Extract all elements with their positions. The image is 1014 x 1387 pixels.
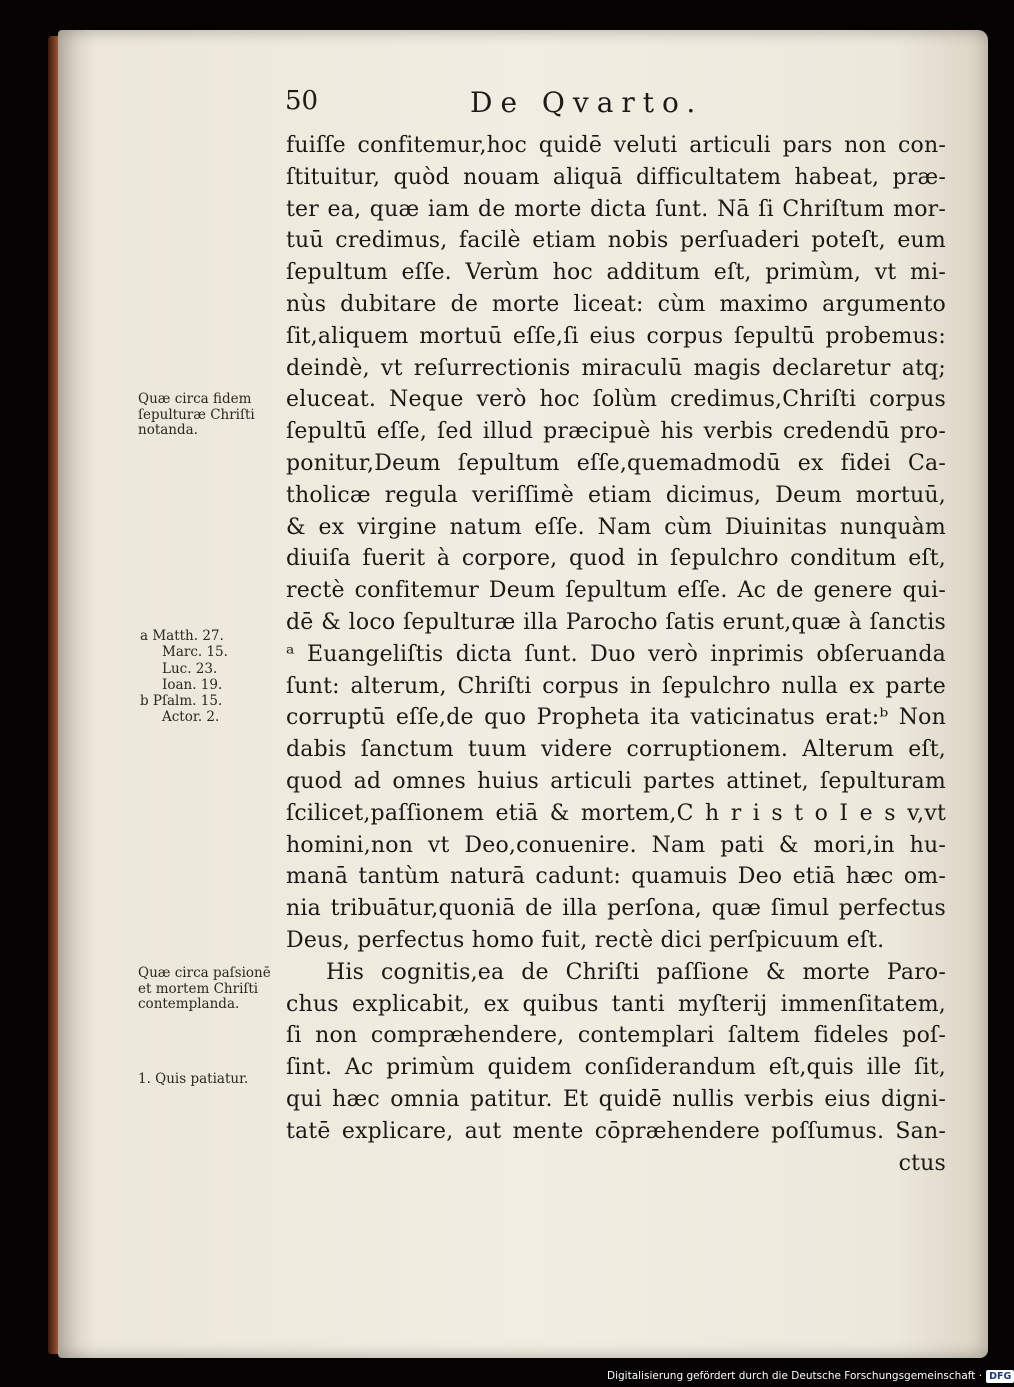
text-line: diuiſa fuerit à corpore, quod in ſepulchro conditum eſt, [286,546,946,572]
text-line: eluceat. Neque verò hoc ſolùm credimus,Chriſti corpus [286,387,946,413]
text-line: tatē explicare, aut mente cōpræhendere poſſumus. San- [286,1118,946,1144]
text-line: corruptū eſſe,de quo Propheta ita vaticinatus erat:ᵇ Non [286,705,946,731]
margin-note-quis [138,1072,288,1088]
text-line: quod ad omnes huius articuli partes attinet, ſepulturam [286,768,946,794]
text-line: tuū credimus, facilè etiam nobis perſuaderi poteſt, eum [286,228,946,254]
margin-note-sepultura [138,392,288,439]
margin-note-line: ſepulturæ Chriſti [138,406,255,423]
text-line: ſepultū eſſe, ſed illud præcipuè his verbis credendū pro- [286,419,946,445]
margin-note-line: Quæ circa paſsionē [138,965,271,981]
text-line: ter ea, quæ iam de morte dicta ſunt. Nā ſi Chriſtum mor- [286,196,946,222]
margin-ref: a Matth. 27. [140,628,224,644]
text-line: ſint. Ac primùm quidem conſiderandum eſt,quis ille ſit, [286,1055,946,1081]
text-line: ſtituitur, quòd nouam aliquā difficultatem habeat, præ- [286,164,946,190]
text-line: ponitur,Deum ſepultum eſſe,quemadmodū ex fidei Ca- [286,450,946,476]
margin-ref: Marc. 15. [162,644,228,661]
text-line: & ex virgine natum eſſe. Nam cùm Diuinitas nunquàm [286,514,946,540]
margin-ref: Actor. 2. [162,709,220,726]
margin-note-line: Quæ circa fidem [138,391,252,407]
folio-number: 50 [285,86,319,116]
text-line: chus explicabit, ex quibus tanti myſterij immenſitatem, [286,991,946,1017]
catchword: ctus [898,1150,946,1176]
margin-ref: Ioan. 19. [162,676,223,693]
margin-note-line: 1. Quis patiatur. [138,1071,249,1087]
text-line: dabis ſanctum tuum videre corruptionem. Alterum eſt, [286,737,946,763]
text-line: manā tantùm naturā cadunt: quamuis Deo etiā hæc om- [286,864,946,890]
text-line: fuiſſe confitemur,hoc quidē veluti articuli pars non con- [286,133,946,158]
text-line: nia tribuātur,quoniā de illa perſona, quæ ſimul perfectus [286,896,946,922]
text-line: dē & loco ſepulturæ illa Parocho ſatis erunt,quæ à ſanctis [286,609,946,635]
margin-note-passio [138,966,288,1013]
text-line: ſcilicet,paſſionem etiā & mortem,C h r i s t o I e s v,vt [286,800,946,826]
dfg-logo-icon: DFG [986,1370,1014,1383]
text-line: ſit,aliquem mortuū eſſe,ſi eius corpus ſepultū probemus: [286,323,946,349]
footer-credit [607,1368,1014,1384]
text-line: ſepultum eſſe. Verùm hoc additum eſt, primùm, vt mi- [286,260,946,286]
text-line: ᵃ Euangeliſtis dicta ſunt. Duo verò inprimis obſeruanda [286,641,946,667]
margin-note-line: notanda. [138,422,198,438]
text-line: ſi non compræhendere, contemplari ſaltem fideles poſ- [286,1023,946,1049]
text-line: ſunt: alterum, Chriſti corpus in ſepulchro nulla ex parte [286,673,946,699]
margin-note-line: et mortem Chriſti [138,980,259,997]
text-line: nùs dubitare de morte liceat: cùm maximo argumento [286,291,946,317]
text-line: deindè, vt reſurrectionis miraculū magis declaretur atq; [286,355,946,381]
text-line: qui hæc omnia patitur. Et quidē nullis verbis eius digni- [286,1086,946,1112]
text-line: His cognitis,ea de Chriſti paſſione & morte Paro- [326,959,946,985]
margin-ref: Luc. 23. [162,660,218,677]
running-head: De Qvarto. [470,86,704,119]
margin-note-line: contemplanda. [138,996,240,1012]
footer-text: Digitalisierung gefördert durch die Deutsche Forschungsgemeinschaft · [607,1370,983,1382]
margin-ref: b Pſalm. 15. [140,693,223,710]
body-text [286,130,946,1179]
text-line: homini,non vt Deo,conuenire. Nam pati & mori,in hu- [286,832,946,858]
margin-references [140,628,270,726]
text-line: tholicæ regula veriſſimè etiam dicimus, Deum mortuū, [286,482,946,508]
page-header [285,86,945,126]
text-line: rectè confitemur Deum ſepultum eſſe. Ac de genere qui- [286,578,946,604]
text-line: Deus, perfectus homo fuit, rectè dici perſpicuum eſt. [286,927,885,953]
